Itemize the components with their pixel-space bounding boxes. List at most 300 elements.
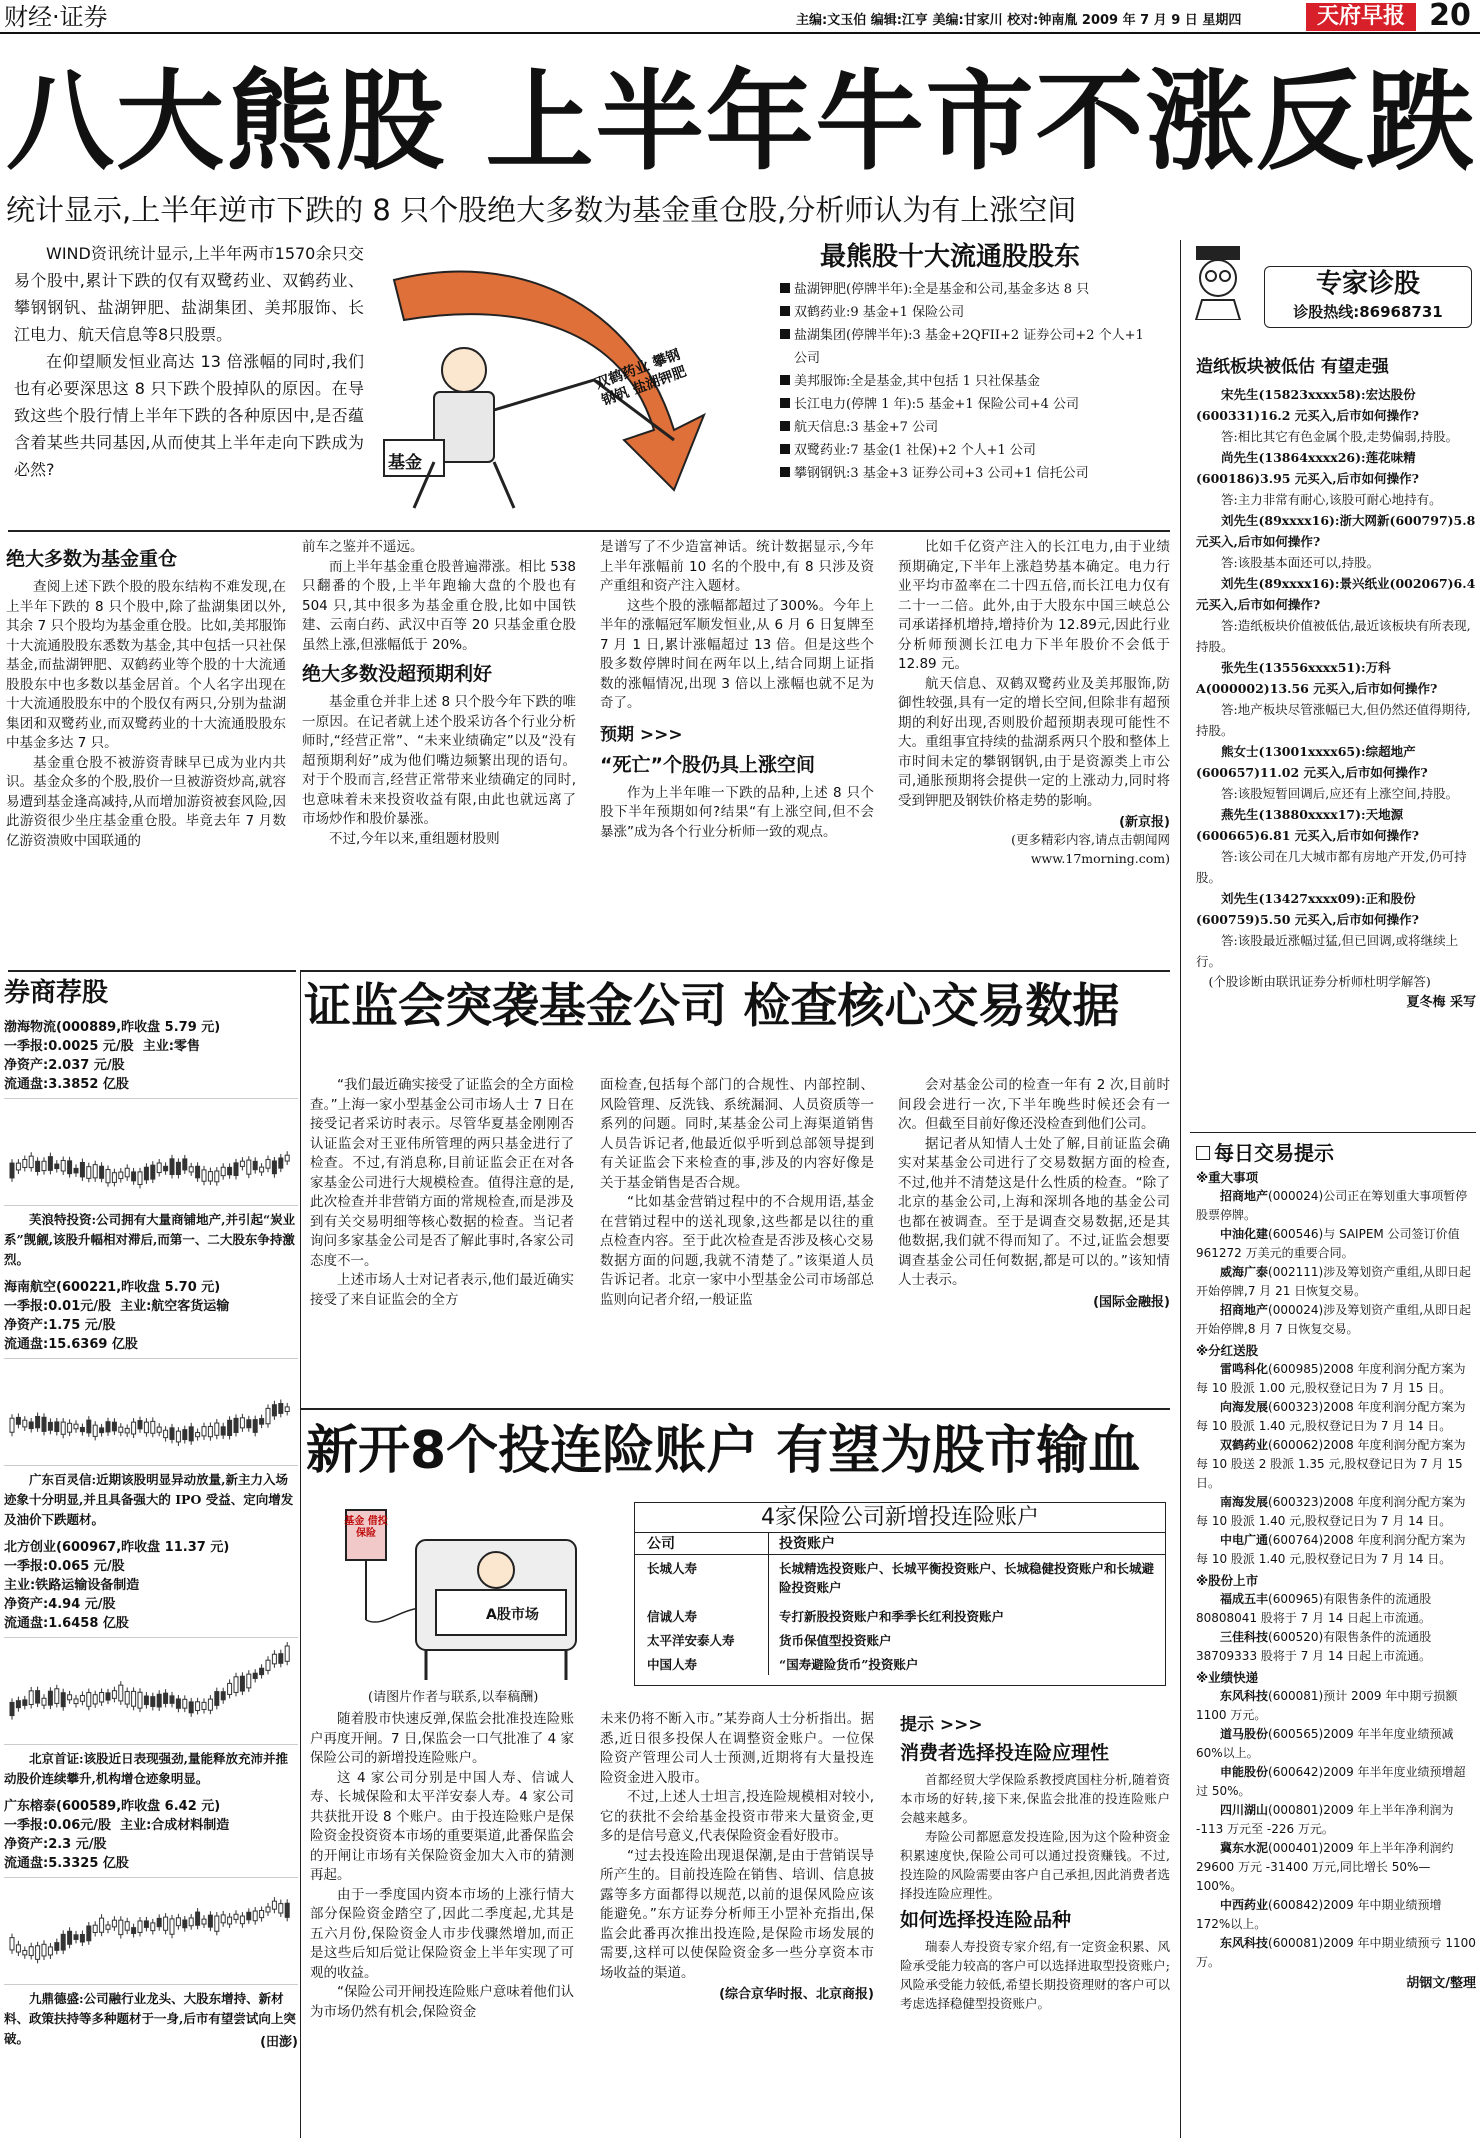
candle-body bbox=[196, 1702, 200, 1711]
regulator-column-2 bbox=[600, 1076, 874, 1310]
article-column-2 bbox=[302, 538, 581, 849]
candle-body bbox=[100, 1918, 104, 1932]
tip-text: (600546)与 SAIPEM 公司签订价值 961272 万美元的重要合同。 bbox=[1196, 1227, 1460, 1260]
lead-paragraph: WIND资讯统计显示,上半年两市1570余只交易个股中,累计下跌的仅有双鹭药业、双鹤药业、攀钢钢钒、盐湖钾肥、盐湖集团、美邦服饰、长江电力、航天信息等8只股票。 bbox=[14, 244, 364, 344]
candle-body bbox=[202, 1702, 206, 1709]
candle-body bbox=[208, 1699, 212, 1710]
candle-body bbox=[106, 1925, 110, 1929]
candle-body bbox=[119, 1685, 123, 1701]
answer: 答:地产板块尽管涨幅已大,但仍然还值得期待,持股。 bbox=[1196, 702, 1471, 738]
tip-paragraph: 寿险公司都愿意发投连险,因为这个险种资金积累速度快,保险公司可以通过投资赚钱。不过,投连险的风险需要由客户自己承担,因此消费者选择投连险应理性。 bbox=[900, 1829, 1170, 1901]
candle-body bbox=[151, 1697, 155, 1707]
paragraph: “比如基金营销过程中的不合规用语,基金在营销过程中的送礼现象,这些都是以往的重点检查内容。至于此次检查是否涉及核心交易数据方面的问题,我就不清楚了。”该渠道人员告诉记者。北京一家中小型基金公司市场部总监则向记者介绍,一般证监 bbox=[600, 1194, 874, 1308]
candle-body bbox=[253, 1420, 257, 1433]
section-title: 绝大多数为基金重仓 bbox=[6, 548, 178, 570]
tip-stock: 中西药业 bbox=[1220, 1898, 1269, 1912]
cartoon-caption: (请图片作者与联系,以奉稿酬) bbox=[368, 1690, 539, 1705]
insurance-headline: 新开8个投连险账户 有望为股市输血 bbox=[306, 1421, 1141, 1481]
tip-item bbox=[1196, 1628, 1476, 1666]
candle-body bbox=[36, 1691, 40, 1703]
paragraph: 前车之鉴并不遥远。 bbox=[302, 539, 424, 555]
checkbox-square-icon bbox=[1196, 1146, 1210, 1160]
candle-body bbox=[234, 1677, 238, 1693]
daily-tips-list bbox=[1196, 1168, 1476, 1972]
candle-body bbox=[16, 1163, 20, 1170]
tip-stock: 威海广泰 bbox=[1220, 1265, 1269, 1279]
candle-body bbox=[42, 1417, 46, 1431]
stock-name: 北方创业(600967,昨收盘 11.37 元) bbox=[4, 1540, 230, 1555]
table-cell: 中国人寿 bbox=[635, 1651, 769, 1675]
candle-body bbox=[61, 1160, 65, 1170]
candle-body bbox=[112, 1173, 116, 1183]
tip-stock: 四川湖山 bbox=[1220, 1803, 1269, 1817]
top-holder-item bbox=[780, 439, 1160, 462]
insurance-column-2 bbox=[600, 1710, 874, 2002]
candle-body bbox=[10, 1702, 14, 1715]
candle-body bbox=[74, 1699, 78, 1704]
candle-body bbox=[164, 1917, 168, 1930]
tip-item bbox=[1196, 1590, 1476, 1628]
candle-body bbox=[23, 1700, 27, 1706]
tip-item bbox=[1196, 1493, 1476, 1531]
candle-body bbox=[29, 1156, 33, 1167]
candle-body bbox=[151, 1165, 155, 1179]
candle-body bbox=[240, 1161, 244, 1166]
tip-item bbox=[1196, 1801, 1476, 1839]
paragraph: 面检查,包括每个部门的合规性、内部控制、风险管理、反洗钱、系统漏洞、人员资质等一系列的问题。同时,某基金公司上海渠道销售人员告诉记者,他最近似乎听到总部领导提到有关证监会下来检查的事,涉及的内容好像是关于基金销售是否合规。 bbox=[600, 1077, 874, 1191]
candle-body bbox=[196, 1166, 200, 1178]
candle-body bbox=[93, 1425, 97, 1436]
candle-body bbox=[176, 1431, 180, 1442]
bullet-square-icon bbox=[780, 398, 790, 408]
tip-item bbox=[1196, 1187, 1476, 1225]
paragraph: 会对基金公司的检查一年有 2 次,目前时间段会进行一次,下半年晚些时候还会有一次。但截至目前好像还没检查到他们公司。 bbox=[898, 1077, 1170, 1132]
table-header bbox=[635, 1533, 1165, 1555]
source: (新京报) bbox=[1119, 815, 1170, 830]
candle-body bbox=[221, 1167, 225, 1175]
candle-body bbox=[55, 1422, 59, 1432]
candle-body bbox=[176, 1699, 180, 1708]
candle-body bbox=[221, 1692, 225, 1700]
cartoon-arrow-label: 双鹤药业 攀钢钢钒 盐湖钾肥 bbox=[593, 346, 689, 410]
candle-body bbox=[125, 1922, 129, 1930]
candlestick-chart bbox=[4, 1638, 298, 1744]
candle-body bbox=[48, 1157, 52, 1171]
expert-title: 专家诊股 bbox=[1315, 269, 1420, 299]
lead-text bbox=[14, 240, 364, 483]
tip-text: (600062)2008 年度利润分配方案为每 10 股送 2 股派 1.35 元,股权登记日为 7 月 15 日。 bbox=[1196, 1438, 1466, 1490]
tip-stock: 东风科技 bbox=[1220, 1689, 1269, 1703]
candle-body bbox=[29, 1422, 33, 1429]
top-holder-text: 双鹤药业:9 基金+1 保险公司 bbox=[794, 305, 965, 320]
table-cell: “国寿避险货币”投资账户 bbox=[779, 1657, 919, 1672]
tip-text: (000801)2009 年上半年净利润为 -113 万元至 -226 万元。 bbox=[1196, 1803, 1454, 1836]
daily-tips bbox=[1196, 1140, 1476, 1991]
divider bbox=[1190, 1132, 1476, 1133]
candle-body bbox=[106, 1422, 110, 1432]
cartoon-illustration bbox=[374, 240, 768, 512]
tip-item bbox=[1196, 1839, 1476, 1896]
stock-pick bbox=[4, 1797, 298, 2049]
candle-body bbox=[234, 1418, 238, 1432]
candle-body bbox=[138, 1692, 142, 1708]
candle-body bbox=[183, 1159, 187, 1170]
tip-item bbox=[1196, 1398, 1476, 1436]
question: 尚先生(13864xxxx26):莲花味精(600186)3.95 元买入,后市如何操作? bbox=[1196, 450, 1419, 486]
more-link[interactable]: (更多精彩内容,请点击朝闻网 www.17morning.com) bbox=[1011, 832, 1170, 866]
candle-body bbox=[196, 1912, 200, 1925]
tip-item bbox=[1196, 1687, 1476, 1725]
paragraph: 上述市场人士对记者表示,他们最近确实接受了来自证监会的全方 bbox=[310, 1272, 574, 1308]
candle-body bbox=[138, 1172, 142, 1185]
expert-qa-list bbox=[1196, 384, 1476, 972]
paragraph: 比如千亿资产注入的长江电力,由于业绩预期确定,下半年上涨趋势基本确定。电力行业平均市盈率在二十四五倍,而长江电力仅有二十一二倍。此外,由于大股东中国三峡总公司承诺择机增持,增持价为 12.89元,因此行业分析师预测长江电力下半年股价不会低于 12.89 元。 bbox=[898, 539, 1175, 672]
paragraph: 未来仍将不断入市。”某券商人士分析指出。据悉,近日很多投保人在调整资金账户。一位保险资产管理公司人士预测,近期将有大量投连险资金进入股市。 bbox=[600, 1711, 874, 1786]
candle-body bbox=[228, 1683, 232, 1694]
stock-stat: 流通盘:1.6458 亿股 bbox=[4, 1616, 129, 1631]
candle-body bbox=[260, 1167, 264, 1172]
tip-item bbox=[1196, 1360, 1476, 1398]
candle-body bbox=[202, 1427, 206, 1436]
candle-body bbox=[93, 1925, 97, 1932]
candle-body bbox=[100, 1166, 104, 1178]
bullet-square-icon bbox=[780, 283, 790, 293]
candle-body bbox=[260, 1911, 264, 1918]
top-holders-title: 最熊股十大流通股股东 bbox=[820, 242, 1081, 272]
paragraph: 不过,今年以来,重组题材股则 bbox=[329, 830, 500, 847]
top-holder-item bbox=[780, 462, 1160, 485]
stock-stat: 净资产:1.75 元/股 bbox=[4, 1318, 116, 1333]
candle-body bbox=[228, 1917, 232, 1924]
stock-name: 广东榕泰(600589,昨收盘 6.42 元) bbox=[4, 1799, 221, 1814]
tip-stock: 招商地产 bbox=[1220, 1303, 1269, 1317]
tip-item bbox=[1196, 1531, 1476, 1569]
tip-text: (000024)涉及筹划资产重组,从即日起开始停牌,8 月 7 日恢复交易。 bbox=[1196, 1303, 1472, 1336]
candle-body bbox=[55, 1164, 59, 1168]
candlestick-chart bbox=[4, 1359, 298, 1465]
tip-item bbox=[1196, 1725, 1476, 1763]
candle-body bbox=[260, 1668, 264, 1674]
candle-body bbox=[132, 1422, 136, 1434]
answer: 答:主力非常有耐心,该股可耐心地持有。 bbox=[1221, 492, 1442, 507]
answer: 答:该股基本面还可以,持股。 bbox=[1221, 555, 1380, 570]
candle-body bbox=[183, 1699, 187, 1708]
tip-category: ※分红送股 bbox=[1196, 1343, 1259, 1358]
tip-item bbox=[1196, 1263, 1476, 1301]
stock-stat: 流通盘:5.3325 亿股 bbox=[4, 1856, 129, 1871]
table-row bbox=[635, 1603, 1165, 1627]
bullet-square-icon bbox=[780, 375, 790, 385]
tip-label: 提示 >>> bbox=[900, 1715, 983, 1735]
divider bbox=[300, 970, 301, 2138]
source: (综合京华时报、北京商报) bbox=[719, 1987, 874, 2002]
candle-body bbox=[80, 1934, 84, 1942]
candle-body bbox=[170, 1919, 174, 1934]
stock-stat: 主业:铁路运输设备制造 bbox=[4, 1578, 140, 1593]
question: 燕先生(13880xxxx17):天地源(600665)6.81 元买入,后市如何操作? bbox=[1196, 807, 1419, 843]
candle-body bbox=[170, 1159, 174, 1175]
tip-paragraph: 首都经贸大学保险系教授庹国柱分析,随着资本市场的好转,接下来,保监会批准的投连险账户会越来越多。 bbox=[900, 1772, 1170, 1825]
stock-chart bbox=[4, 1877, 298, 1985]
candle-body bbox=[61, 1422, 65, 1434]
paper-logo: 天府早报 bbox=[1306, 3, 1416, 31]
candle-body bbox=[247, 1912, 251, 1920]
section-name: 财经·证券 bbox=[4, 3, 108, 31]
candle-body bbox=[138, 1921, 142, 1932]
divider bbox=[300, 1408, 1170, 1410]
candle-body bbox=[279, 1904, 283, 1913]
tip-stock: 东风科技 bbox=[1220, 1936, 1269, 1950]
candle-body bbox=[144, 1422, 148, 1433]
stock-stat: 一季报:0.06元/股 主业:合成材料制造 bbox=[4, 1818, 230, 1833]
candle-body bbox=[151, 1923, 155, 1931]
paragraph: 基金重仓并非上述 8 只个股今年下跌的唯一原因。在记者就上述个股采访各个行业分析师时,“经营正常”、“未来业绩确定”以及“没有超预期利好”成为他们嘴边频繁出现的语句。对于个股而言,经营正常带来业绩确定的同时,也意味着未来投资收益有限,由此也就远离了市场炒作和股价暴涨。 bbox=[302, 694, 576, 827]
stock-stat: 一季报:0.0025 元/股 主业:零售 bbox=[4, 1039, 200, 1054]
candle-body bbox=[125, 1428, 129, 1433]
table-cell: 长城精选投资账户、长城平衡投资账户、长城稳健投资账户和长城避险投资账户 bbox=[779, 1561, 1155, 1595]
candle-body bbox=[279, 1158, 283, 1168]
article-column-1 bbox=[6, 546, 286, 851]
candle-body bbox=[138, 1421, 142, 1429]
stock-comment: 芙浪特投资:公司拥有大量商铺地产,并引起“炭业系”觊觎,该股升幅相对滞后,而第一、二大股东争持激烈。 bbox=[4, 1212, 296, 1267]
main-cartoon bbox=[374, 240, 768, 512]
candle-body bbox=[189, 1427, 193, 1441]
regulator-column-1 bbox=[310, 1076, 574, 1310]
candle-body bbox=[234, 1914, 238, 1919]
candle-body bbox=[16, 1945, 20, 1952]
answer: 答:该股短暂回调后,应还有上涨空间,持股。 bbox=[1221, 786, 1459, 801]
candle-body bbox=[61, 1693, 65, 1707]
paragraph: 由于一季度国内资本市场的上涨行情大部分保险资金踏空了,因此二季度起,尤其是五六月份,保险资金人市步伐骤然增加,而正是这些后知后觉让保险资金上半年实现了可观的收益。 bbox=[310, 1886, 574, 1981]
tip-text: (000401)2009 年上半年净利润约 29600 万元 -31400 万元,同比增长 50%—100%。 bbox=[1196, 1841, 1454, 1893]
candle-body bbox=[36, 1416, 40, 1427]
column-header: 公司 bbox=[635, 1533, 769, 1554]
tip-text: (600081)预计 2009 年中期亏损额 1100 万元。 bbox=[1196, 1689, 1458, 1722]
tip-stock: 道马股份 bbox=[1220, 1727, 1269, 1741]
candle-body bbox=[132, 1172, 136, 1181]
candle-body bbox=[55, 1943, 59, 1951]
candle-body bbox=[42, 1161, 46, 1170]
candle-body bbox=[36, 1946, 40, 1960]
main-subhead: 统计显示,上半年逆市下跌的 8 只个股绝大多数为基金重仓股,分析师认为有上涨空间 bbox=[6, 193, 1077, 227]
stock-name: 海南航空(600221,昨收盘 5.70 元) bbox=[4, 1280, 221, 1295]
candle-body bbox=[29, 1947, 33, 1956]
candle-body bbox=[279, 1404, 283, 1414]
candle-body bbox=[16, 1417, 20, 1424]
tip-item bbox=[1196, 1225, 1476, 1263]
top-holder-item bbox=[780, 416, 1160, 439]
paragraph: 而上半年基金重仓股普遍滞涨。相比 538 只翻番的个股,上半年跑输大盘的个股也有 504 只,其中很多为基金重仓股,比如中国铁建、云南白药、武汉中百等 20 只基金重仓股虽然上涨,但涨幅低于 20%。 bbox=[302, 558, 581, 653]
tip-title: 消费者选择投连险应理性 bbox=[900, 1742, 1110, 1764]
answer: 答:该公司在几大城市都有房地产开发,仍可持股。 bbox=[1196, 849, 1467, 885]
tip-text: (600323)2008 年度利润分配方案为每 10 股派 1.40 元,股权登记日为 7 月 14 日。 bbox=[1196, 1495, 1466, 1528]
top-holders-list bbox=[780, 278, 1160, 485]
main-headline: 八大熊股 上半年牛市不涨反跌 bbox=[6, 60, 1476, 185]
column-header: 投资账户 bbox=[779, 1536, 835, 1552]
candle-body bbox=[74, 1168, 78, 1172]
paragraph: 查阅上述下跌个股的股东结构不难发现,在上半年下跌的 8 只个股中,除了盐湖集团以外,其余 7 只个股均为基金重仓股。比如,美邦服饰十大流通股股东悉数为基金,其中包括一只社保基金,而盐湖钾肥、双鹤药业等个股的十大流通股股东中也多数以基金居首。个人名字出现在十大流通股股东中的个股仅有两只,分别为盐湖集团和双鹭药业,而双鹭药业的十大流通股股东中基金多达 7 只。 bbox=[6, 579, 286, 751]
top-holder-text: 长江电力(停牌 1 年):5 基金+1 保险公司+4 公司 bbox=[794, 397, 1080, 412]
stock-chart bbox=[4, 1637, 298, 1745]
top-holder-item bbox=[780, 278, 1160, 301]
table-row bbox=[635, 1651, 1165, 1675]
candle-body bbox=[157, 1918, 161, 1926]
question: 熊女士(13001xxxx65):综超地产(600657)11.02 元买入,后市如何操作? bbox=[1196, 744, 1428, 780]
candle-body bbox=[112, 1422, 116, 1431]
candle-body bbox=[119, 1920, 123, 1934]
tip-item bbox=[1196, 1934, 1476, 1972]
tip-text: (600642)2009 年半年度业绩预增超过 50%。 bbox=[1196, 1765, 1466, 1798]
candlestick-chart bbox=[4, 1878, 298, 1984]
top-holder-text: 航天信息:3 基金+7 公司 bbox=[794, 420, 939, 435]
tip-text: (002111)涉及筹划资产重组,从即日起开始停牌,7 月 21 日恢复交易。 bbox=[1196, 1265, 1472, 1298]
top-holder-item bbox=[780, 393, 1160, 416]
answer: 答:该股最近涨幅过猛,但已回调,或将继续上行。 bbox=[1196, 933, 1459, 969]
candle-body bbox=[100, 1693, 104, 1702]
candle-body bbox=[87, 1420, 91, 1433]
divider bbox=[8, 530, 1170, 532]
candle-body bbox=[272, 1405, 276, 1416]
tip-stock: 中油化建 bbox=[1220, 1227, 1269, 1241]
tip-stock: 福成五丰 bbox=[1220, 1592, 1269, 1606]
table-row bbox=[635, 1555, 1165, 1603]
bullet-square-icon bbox=[780, 329, 790, 339]
candle-body bbox=[93, 1695, 97, 1704]
candle-body bbox=[215, 1423, 219, 1435]
divider bbox=[300, 970, 1170, 972]
section-title: “死亡”个股仍具上涨空间 bbox=[600, 753, 815, 776]
source: (国际金融报) bbox=[1093, 1294, 1170, 1310]
table-title: 4家保险公司新增投连险账户 bbox=[635, 1503, 1165, 1533]
stock-comment: 北京首证:该股近日表现强劲,量能释放充沛并推动股价连续攀升,机构增仓迹象明显。 bbox=[4, 1751, 288, 1786]
answer: 答:相比其它有色金属个股,走势偏弱,持股。 bbox=[1221, 429, 1459, 444]
candle-body bbox=[266, 1408, 270, 1423]
tip-text: (600565)2009 年半年度业绩预减 60%以上。 bbox=[1196, 1727, 1454, 1760]
insurance-cartoon bbox=[306, 1500, 616, 1684]
daily-author: 胡铟文/整理 bbox=[1406, 1976, 1476, 1991]
tip-text: (600764)2008 年度利润分配方案为每 10 股派 1.40 元,股权登记日为 7 月 14 日。 bbox=[1196, 1533, 1466, 1566]
article-column-3 bbox=[600, 538, 879, 842]
expert-hotline: 诊股热线:86968731 bbox=[1293, 303, 1443, 321]
candle-body bbox=[202, 1170, 206, 1181]
table-body bbox=[635, 1555, 1165, 1675]
question: 刘先生(89xxxx16):景兴纸业(002067)6.4 元买入,后市如何操作? bbox=[1196, 576, 1476, 612]
candle-body bbox=[208, 1172, 212, 1181]
stock-comment: 广东百灵信:近期该股明显异动放量,新主力入场迹象十分明显,并且具备强大的 IPO 受益、定向增发及油价下跌题材。 bbox=[4, 1472, 294, 1527]
top-holder-item bbox=[780, 370, 1160, 393]
divider bbox=[8, 970, 296, 972]
table-cell: 货币保值型投资账户 bbox=[779, 1633, 892, 1648]
candle-body bbox=[74, 1935, 78, 1940]
candle-body bbox=[74, 1424, 78, 1429]
candle-body bbox=[23, 1951, 27, 1955]
question: 刘先生(13427xxxx09):正和股份(600759)5.50 元买入,后市如何操作? bbox=[1196, 891, 1419, 927]
tip-stock: 中电广通 bbox=[1220, 1533, 1269, 1547]
candle-body bbox=[272, 1161, 276, 1174]
tip-item bbox=[1196, 1896, 1476, 1934]
candle-body bbox=[144, 1696, 148, 1705]
candle-body bbox=[215, 1171, 219, 1182]
candle-body bbox=[164, 1693, 168, 1703]
top-holders-box bbox=[780, 240, 1160, 512]
candle-body bbox=[29, 1691, 33, 1705]
candle-body bbox=[285, 1646, 289, 1661]
candle-body bbox=[164, 1430, 168, 1437]
expert-header bbox=[1184, 240, 1476, 340]
candle-body bbox=[23, 1160, 27, 1168]
stock-stat: 净资产:4.94 元/股 bbox=[4, 1597, 116, 1612]
bullet-square-icon bbox=[780, 306, 790, 316]
candle-body bbox=[68, 1931, 72, 1944]
candle-body bbox=[48, 1691, 52, 1705]
top-holder-text: 攀钢钢钒:3 基金+3 证券公司+3 公司+1 信托公司 bbox=[794, 466, 1089, 481]
candle-body bbox=[80, 1428, 84, 1432]
candle-body bbox=[221, 1427, 225, 1435]
candle-body bbox=[164, 1166, 168, 1170]
candle-body bbox=[80, 1163, 84, 1177]
question: 张先生(13556xxxx51):万科 A(000002)13.56 元买入,后市如何操作? bbox=[1196, 660, 1438, 696]
page-header bbox=[0, 0, 1480, 34]
candle-body bbox=[266, 1907, 270, 1912]
candle-body bbox=[144, 1921, 148, 1927]
tip-text: (600081)2009 年中期业绩预亏 1100 万。 bbox=[1196, 1936, 1476, 1969]
tip-text: (600985)2008 年度利润分配方案为每 10 股派 1.00 元,股权登记日为 7 月 15 日。 bbox=[1196, 1362, 1466, 1395]
table-cell: 长城人寿 bbox=[635, 1555, 769, 1603]
stock-pick bbox=[4, 1018, 298, 1270]
tip-text: (600965)有限售条件的流通股 80808041 股将于 7 月 14 日起上市流通。 bbox=[1196, 1592, 1432, 1625]
tip-item bbox=[1196, 1301, 1476, 1339]
divider bbox=[1180, 240, 1181, 2138]
candlestick-chart bbox=[4, 1099, 298, 1205]
candle-body bbox=[189, 1702, 193, 1713]
tip-stock: 向海发展 bbox=[1220, 1400, 1269, 1414]
candle-body bbox=[176, 1162, 180, 1174]
candle-body bbox=[260, 1419, 264, 1425]
daily-tips-title bbox=[1196, 1140, 1476, 1166]
expert-column bbox=[1196, 354, 1476, 1010]
stock-stat: 一季报:0.065 元/股 bbox=[4, 1559, 125, 1574]
expert-section-title: 造纸板块被低估 有望走强 bbox=[1196, 357, 1389, 377]
paragraph: 是谱写了不少造富神话。统计数据显示,今年上半年涨幅前 10 名的个股中,有 8 只涉及资产重组和资产注入题材。 bbox=[600, 539, 874, 594]
stock-stat: 净资产:2.3 元/股 bbox=[4, 1837, 107, 1852]
tip-category: ※重大事项 bbox=[1196, 1170, 1259, 1185]
candle-body bbox=[151, 1421, 155, 1433]
candle-body bbox=[285, 1155, 289, 1161]
candle-body bbox=[93, 1165, 97, 1178]
stock-stat: 一季报:0.01元/股 主业:航空客货运输 bbox=[4, 1299, 230, 1314]
candle-body bbox=[61, 1934, 65, 1950]
candle-body bbox=[208, 1426, 212, 1436]
paragraph: “过去投连险出现退保潮,是由于营销误导所产生的。目前投连险在销售、培训、信息披露等多方面都得以规范,以前的退保风险应该能避免。”东方证券分析师王小罡补充指出,保监会此番再次推出投连险,是保险市场发展的需要,这样可以使保险资金多一些分享资本市场收益的渠道。 bbox=[600, 1847, 874, 1981]
cartoon-drip-label: 基金 借投 保险 bbox=[344, 1516, 388, 1539]
stock-stat: 流通盘:15.6369 亿股 bbox=[4, 1337, 138, 1352]
candle-body bbox=[42, 1944, 46, 1956]
expert-footer: (个股诊断由联讯证券分析师杜明学解答) bbox=[1208, 974, 1431, 989]
table-row bbox=[635, 1627, 1165, 1651]
tip-item bbox=[1196, 1763, 1476, 1801]
candle-body bbox=[23, 1420, 27, 1427]
stock-picks-title: 券商荐股 bbox=[4, 978, 109, 1008]
candle-body bbox=[170, 1696, 174, 1703]
candle-body bbox=[157, 1694, 161, 1707]
candle-body bbox=[247, 1160, 251, 1174]
question: 刘先生(89xxxx16):浙大网新(600797)5.8 元买入,后市如何操作? bbox=[1196, 513, 1476, 549]
candle-body bbox=[132, 1928, 136, 1934]
candle-body bbox=[119, 1172, 123, 1178]
candle-body bbox=[183, 1430, 187, 1440]
candle-body bbox=[80, 1696, 84, 1702]
tip-text: (600842)2009 年中期业绩预增 172%以上。 bbox=[1196, 1898, 1442, 1931]
